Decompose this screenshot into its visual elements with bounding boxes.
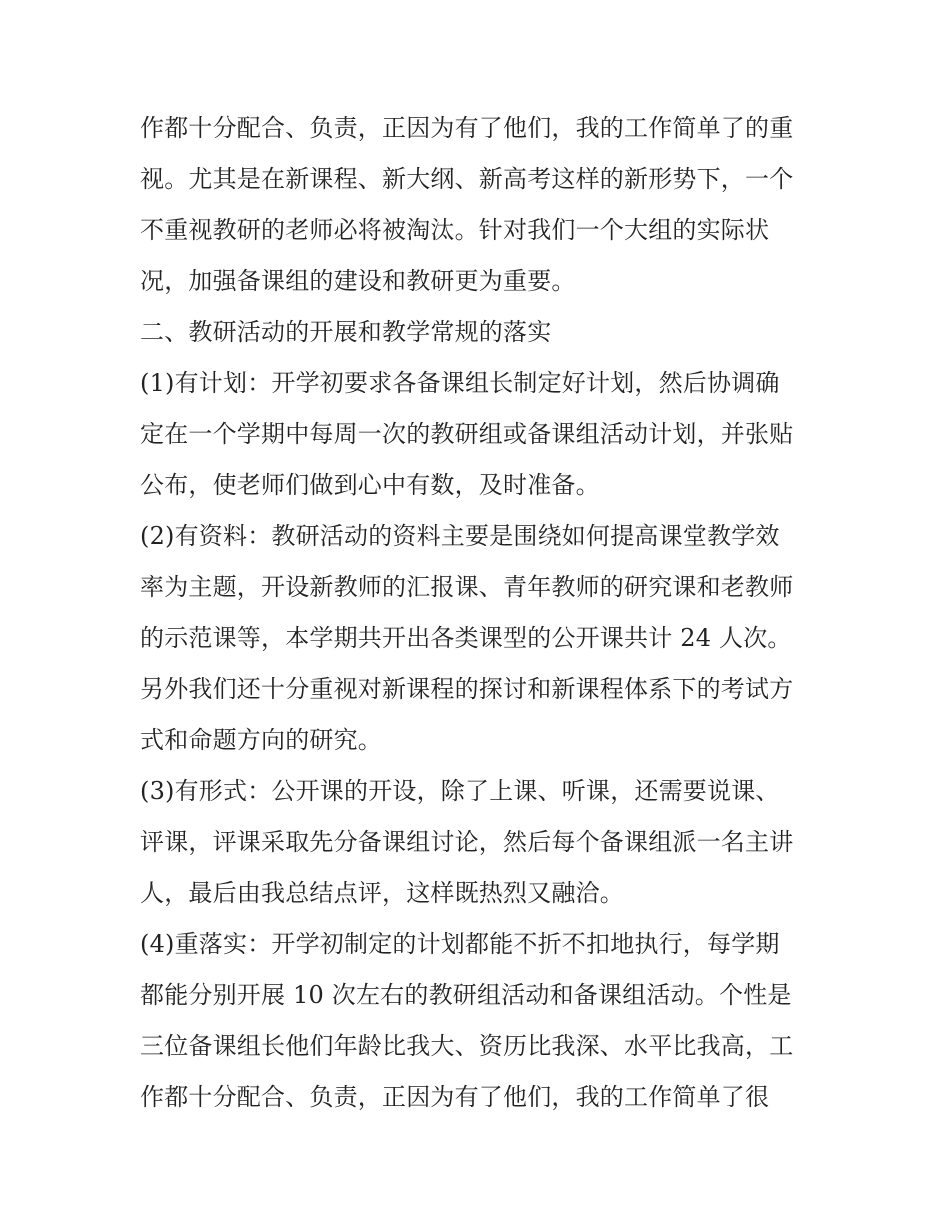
text-line: 的示范课等，本学期共开出各类课型的公开课共计 24 人次。 bbox=[140, 624, 792, 652]
text-line: 况，加强备课组的建设和教研更为重要。 bbox=[140, 267, 576, 295]
text-line: 视。尤其是在新课程、新大纲、新高考这样的新形势下，一个 bbox=[140, 165, 794, 193]
text-line: 人，最后由我总结点评，这样既热烈又融洽。 bbox=[140, 879, 624, 907]
text-line: 不重视教研的老师必将被淘汰。针对我们一个大组的实际状 bbox=[140, 216, 770, 244]
text-line: (1)有计划：开学初要求各备课组长制定好计划，然后协调确 bbox=[140, 369, 780, 397]
text-line: (2)有资料：教研活动的资料主要是围绕如何提高课堂教学效 bbox=[140, 522, 780, 550]
section-heading: 二、教研活动的开展和教学常规的落实 bbox=[140, 318, 552, 346]
text-line: 三位备课组长他们年龄比我大、资历比我深、水平比我高，工 bbox=[140, 1032, 794, 1060]
text-line: 评课，评课采取先分备课组讨论，然后每个备课组派一名主讲 bbox=[140, 828, 794, 856]
text-line: (4)重落实：开学初制定的计划都能不折不扣地执行，每学期 bbox=[140, 930, 780, 958]
text-line: 作都十分配合、负责，正因为有了他们，我的工作简单了很 bbox=[140, 1083, 770, 1111]
text-line: 公布，使老师们做到心中有数，及时准备。 bbox=[140, 471, 600, 499]
text-line: 作都十分配合、负责，正因为有了他们，我的工作简单了的重 bbox=[140, 114, 794, 142]
text-line: 都能分别开展 10 次左右的教研组活动和备课组活动。个性是 bbox=[140, 981, 792, 1009]
text-line: 另外我们还十分重视对新课程的探讨和新课程体系下的考试方 bbox=[140, 675, 794, 703]
document-body bbox=[140, 103, 820, 1123]
text-line: 率为主题，开设新教师的汇报课、青年教师的研究课和老教师 bbox=[140, 573, 794, 601]
text-line: 式和命题方向的研究。 bbox=[140, 726, 382, 754]
text-line: 定在一个学期中每周一次的教研组或备课组活动计划，并张贴 bbox=[140, 420, 794, 448]
text-line: (3)有形式：公开课的开设，除了上课、听课，还需要说课、 bbox=[140, 777, 780, 805]
